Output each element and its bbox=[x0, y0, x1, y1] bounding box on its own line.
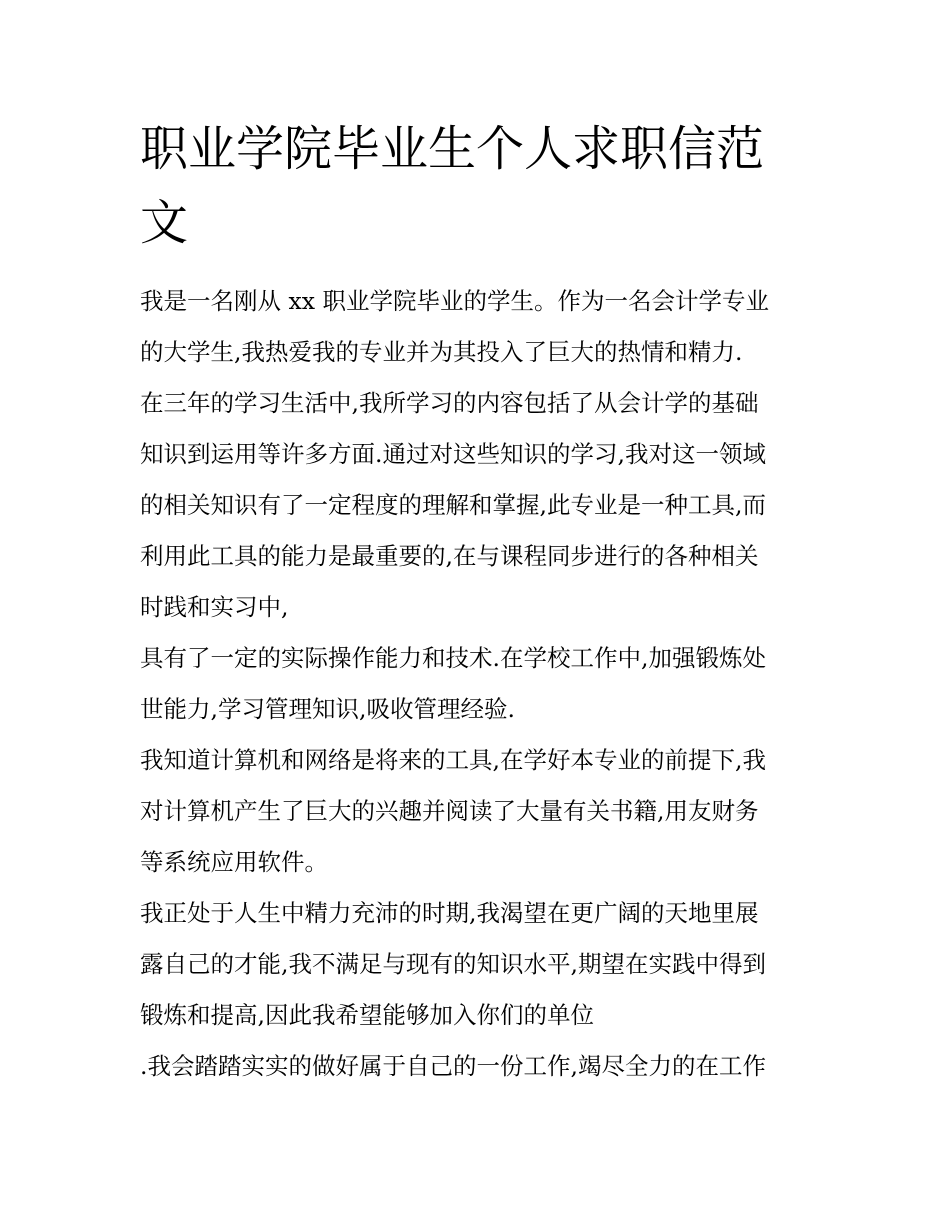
title-line: 文 bbox=[140, 195, 189, 251]
body-line: 我是一名刚从 xx 职业学院毕业的学生。作为一名会计学专业 bbox=[140, 287, 769, 315]
body-line: 利用此工具的能力是最重要的,在与课程同步进行的各种相关 bbox=[140, 542, 759, 570]
body-line: 在三年的学习生活中,我所学习的内容包括了从会计学的基础 bbox=[140, 389, 759, 417]
title-line: 职业学院毕业生个人求职信范 bbox=[140, 121, 765, 177]
body-line: 具有了一定的实际操作能力和技术.在学校工作中,加强锻炼处 bbox=[140, 644, 766, 672]
body-line: 露自己的才能,我不满足与现有的知识水平,期望在实践中得到 bbox=[140, 950, 766, 978]
body-line: 世能力,学习管理知识,吸收管理经验. bbox=[140, 695, 515, 723]
body-line: 我正处于人生中精力充沛的时期,我渴望在更广阔的天地里展 bbox=[140, 899, 759, 927]
body-line: 我知道计算机和网络是将来的工具,在学好本专业的前提下,我 bbox=[140, 746, 766, 774]
body-line: 知识到运用等许多方面.通过对这些知识的学习,我对这一领域 bbox=[140, 440, 766, 468]
body-line: 对计算机产生了巨大的兴趣并阅读了大量有关书籍,用友财务 bbox=[140, 797, 759, 825]
body-line: 时践和实习中, bbox=[140, 593, 289, 621]
body-line: 的大学生,我热爱我的专业并为其投入了巨大的热情和精力. bbox=[140, 338, 743, 366]
body-line: 等系统应用软件。 bbox=[140, 848, 328, 876]
document-title bbox=[140, 112, 800, 260]
body-line: 的相关知识有了一定程度的理解和掌握,此专业是一种工具,而 bbox=[140, 491, 766, 519]
document-body bbox=[140, 279, 800, 1095]
body-line: .我会踏踏实实的做好属于自己的一份工作,竭尽全力的在工作 bbox=[140, 1052, 766, 1080]
body-line: 锻炼和提高,因此我希望能够加入你们的单位 bbox=[140, 1001, 594, 1029]
